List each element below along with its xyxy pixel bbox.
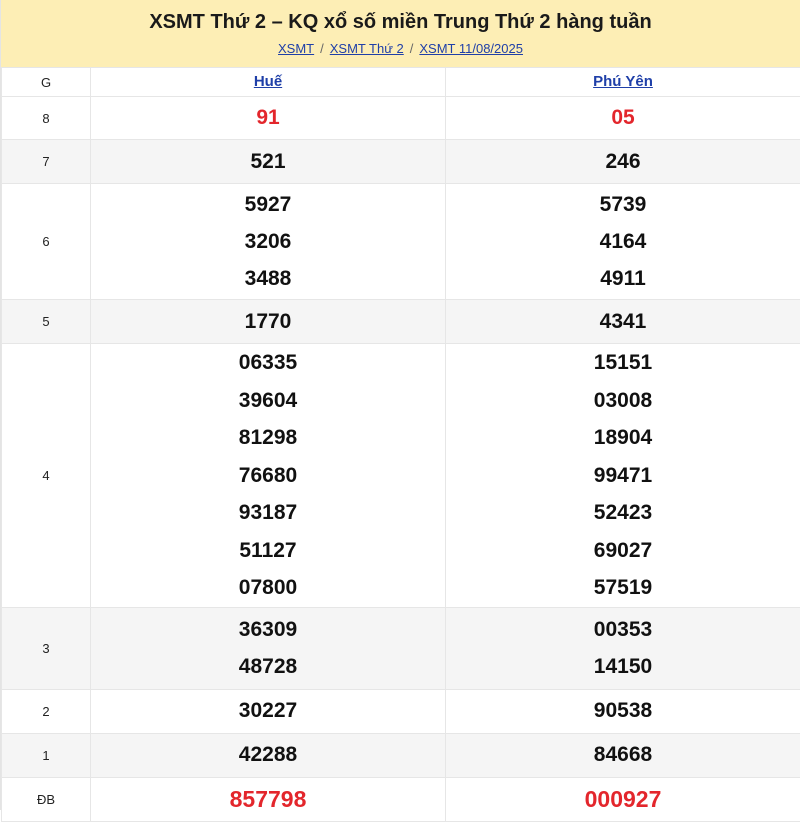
prize-label: 3 [2,607,91,689]
prize-column-header: G [2,68,91,97]
table-header-row [2,68,800,97]
result-number: 99471 [446,457,800,495]
result-cell-phu-yen [446,97,800,140]
result-cell-phu-yen [446,300,800,344]
result-number: 51127 [91,532,445,570]
result-number: 3206 [91,223,445,260]
result-number: 14150 [446,648,800,686]
result-cell-phu-yen [446,689,800,733]
result-number: 4911 [446,260,800,297]
province-link-phu-yen[interactable]: Phú Yên [593,73,653,90]
prize-row-6 [2,184,800,300]
result-number: 57519 [446,569,800,607]
result-number: 90538 [446,699,800,723]
result-cell-hue [91,689,446,733]
result-number: 4164 [446,223,800,260]
result-number: 76680 [91,457,445,495]
prize-label: 7 [2,140,91,184]
breadcrumb-separator: / [410,41,414,56]
result-number: 5739 [446,186,800,223]
result-number: 00353 [446,611,800,649]
page-header [1,0,800,67]
result-cell-phu-yen [446,607,800,689]
result-number: 69027 [446,532,800,570]
prize-row-5 [2,300,800,344]
result-cell-hue [91,140,446,184]
breadcrumb [1,41,800,57]
special-prize-number: 857798 [91,786,445,813]
result-number: 91 [91,106,445,130]
result-number: 30227 [91,699,445,723]
prize-label: 1 [2,733,91,777]
prize-label: 5 [2,300,91,344]
result-number: 42288 [91,743,445,767]
result-cell-hue [91,733,446,777]
prize-label: 2 [2,689,91,733]
result-number: 06335 [91,344,445,382]
result-cell-phu-yen [446,733,800,777]
result-cell-hue [91,344,446,608]
result-number: 1770 [91,310,445,334]
result-cell-hue [91,607,446,689]
result-number: 5927 [91,186,445,223]
result-number: 81298 [91,419,445,457]
breadcrumb-xsmt[interactable]: XSMT [278,41,314,56]
breadcrumb-separator: / [320,41,324,56]
result-number: 18904 [446,419,800,457]
result-number: 07800 [91,569,445,607]
result-cell-phu-yen [446,344,800,608]
prize-row-1 [2,733,800,777]
prize-row-special [2,777,800,821]
breadcrumb-xsmt-thu-2[interactable]: XSMT Thứ 2 [330,41,404,56]
prize-label: 6 [2,184,91,300]
province-header-phu-yen [446,68,800,97]
breadcrumb-xsmt-date[interactable]: XSMT 11/08/2025 [419,41,523,56]
result-cell-hue [91,777,446,821]
result-number: 521 [91,150,445,174]
prize-row-2 [2,689,800,733]
prize-label: 4 [2,344,91,608]
result-number: 03008 [446,382,800,420]
result-number: 05 [446,106,800,130]
result-cell-phu-yen [446,777,800,821]
prize-label: 8 [2,97,91,140]
result-cell-hue [91,97,446,140]
result-number: 4341 [446,310,800,334]
prize-label: ĐB [2,777,91,821]
result-number: 15151 [446,344,800,382]
result-number: 52423 [446,494,800,532]
result-number: 93187 [91,494,445,532]
result-cell-hue [91,300,446,344]
result-number: 246 [446,150,800,174]
result-cell-phu-yen [446,140,800,184]
province-header-hue [91,68,446,97]
page-title: XSMT Thứ 2 – KQ xổ số miền Trung Thứ 2 hàng tuần [1,9,800,35]
results-table [1,67,800,822]
prize-row-4 [2,344,800,608]
result-number: 36309 [91,611,445,649]
prize-row-8 [2,97,800,140]
prize-row-7 [2,140,800,184]
result-number: 39604 [91,382,445,420]
result-number: 48728 [91,648,445,686]
province-link-hue[interactable]: Huế [254,73,282,90]
prize-row-3 [2,607,800,689]
result-cell-hue [91,184,446,300]
result-cell-phu-yen [446,184,800,300]
special-prize-number: 000927 [446,786,800,813]
result-number: 84668 [446,743,800,767]
result-number: 3488 [91,260,445,297]
